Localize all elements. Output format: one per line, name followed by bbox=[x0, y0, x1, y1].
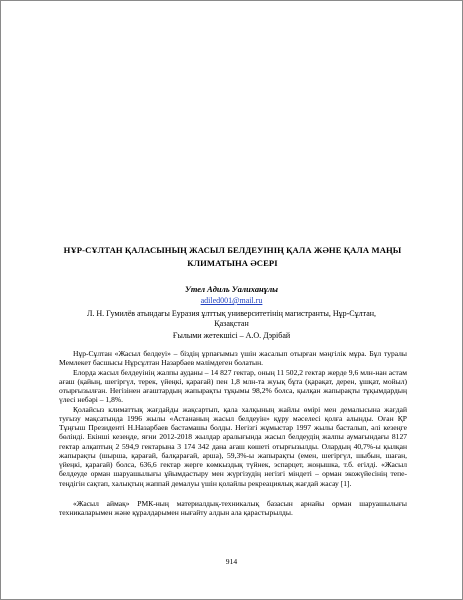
body-paragraph: Қолайсыз климаттық жағдайды жақсартып, қала халқының жайлы өмірі мен демалысына жағдай туғызу мақсатында 1996 жылы «Астананың жасыл белдеуін» құру мәселесі қолға алынды. Оған ҚР Тұңғыш Президенті Н.Назарбаев бастамашы болды. Негізгі жұмыстар 1997 жылы басталып, әлі кезеңге бөлінді. Екінші кезеңде, яғни 2012-2018 жылдар аралығында жасыл белдеудің жалпы аумағындағы 8127 гектар алқаптың 2 594,9 гектарына 3 174 342 дана ағаш көшеті отырғызылды. Олардың 40,7%-ы қылқан жапырақты (шырша, қарағай, балқарағай, арша), 59,3%-ы жапырақты (емен, шегіргүл, шыбын, шаған, үйеңкі, қарағай) болса, 636,6 гектар жерге көмкыздық түйнек, эспарцет, жоңышка, т.б. егілді. «Жасыл белдеуде орман шаруашылығы ұйымдастыру мен жүргізудің негізгі міндеті – орман экожүйесінің тепе-теңдігін сақтап, халықтың жаппай демалуы үшін қолайлы рекреациялық жағдай жасау [1]. bbox=[59, 404, 407, 488]
body-paragraph: «Жасыл аймақ» РМК-ның материалдық-техникалық базасын арнайы орман шаруашылығы техникаларымен және құралдарымен нығайту алдын ала қарастырылды. bbox=[59, 498, 407, 517]
author-country: Қазақстан bbox=[214, 319, 249, 328]
author-name: Утел Адиль Уалиханұлы bbox=[185, 285, 278, 294]
author-affiliation: Л. Н. Гумилёв атындағы Еуразия ұлттық университетінің магистранты, Нұр-Сұлтан, bbox=[86, 309, 377, 318]
paper-title: НҰР-СҰЛТАН ҚАЛАСЫНЫҢ ЖАСЫЛ БЕЛДЕУІНІҢ ҚАЛА ЖӘНЕ ҚАЛА МАҢЫ КЛИМАТЫНА ӘСЕРІ bbox=[63, 245, 402, 268]
page-number: 914 bbox=[225, 557, 238, 566]
article-body bbox=[59, 349, 407, 517]
author-email-link[interactable]: adiled001@mail.ru bbox=[200, 296, 263, 305]
body-paragraph: Елорда жасыл белдеуінің жалпы ауданы – 14 827 гектар, оның 11 502,2 гектар жерде 9,6 млн-нан астам ағаш (қайың, шегіргүл, терек, үйеңкі, қарағай) пен 1,8 млн-та жуық бұта (қарақат, дерен, ұшқат, мойыл) отырғызылған. Негізінен ағаштардың жапырақты тұқымы 98,2% болса, қылқан жапырақты тұқымдардың үлесі небәрі – 1,8%. bbox=[59, 367, 407, 405]
body-paragraph: Нұр-Сұлтан «Жасыл белдеуі» – біздің ұрпағымыз үшін жасалып отырған мәңгілік мұра. Бұл туралы Мемлекет басшысы Нұрсұлтан Назарбаев мәлімдеген болатын. bbox=[59, 349, 407, 368]
scientific-advisor: Ғылыми жетекшісі – А.О. Дэрібай bbox=[172, 331, 291, 340]
